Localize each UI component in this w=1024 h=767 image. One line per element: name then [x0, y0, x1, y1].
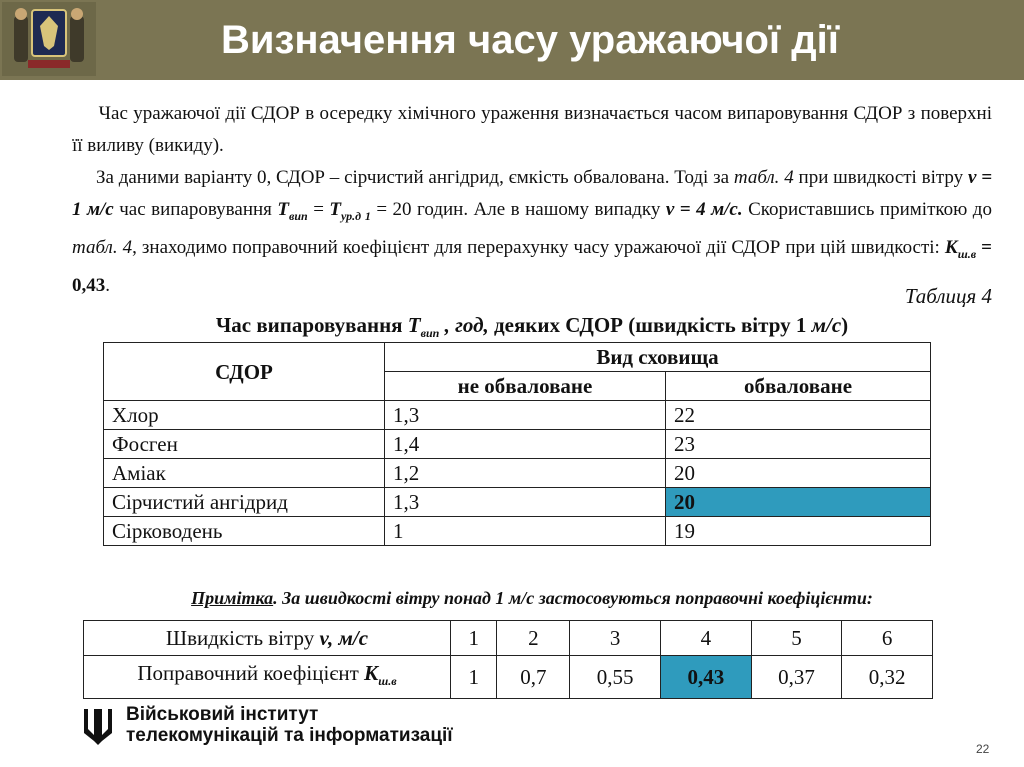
cell-name: Фосген	[104, 430, 385, 459]
institute-name-line1: Військовий інститут	[126, 704, 319, 725]
coefficient-table	[83, 620, 933, 699]
table-title: Час випаровування $Т_{вип}$ , год, деяких СДОР (швидкість вітру 1 м/с)	[215, 313, 849, 341]
speed-cell: 3	[570, 621, 661, 656]
cell-a: 1,3	[385, 488, 666, 517]
paragraph-1: Час уражаючої дії СДОР в осередку хімічного ураження визначається часом випаровування СДОР з поверхні її виливу (викиду).	[72, 103, 992, 156]
wind-speed-1: v = 1 м/с	[72, 167, 993, 220]
row-label-coefficient: Поправочний коефіцієнт $К_{ш.в}$	[84, 656, 451, 699]
coef-cell: 0,37	[751, 656, 842, 699]
table-row	[84, 621, 933, 656]
body-text	[72, 98, 992, 302]
cell-name: Сірчистий ангідрид	[104, 488, 385, 517]
speed-cell: 2	[497, 621, 570, 656]
evaporation-table	[103, 342, 931, 546]
table-row	[104, 401, 931, 430]
speed-cell: 1	[451, 621, 497, 656]
cell-b: 22	[666, 401, 931, 430]
cell-a: 1,2	[385, 459, 666, 488]
row-label-speed: Швидкість вітру v, м/с	[84, 621, 451, 656]
page-number: 22	[976, 742, 990, 756]
cell-b: 20	[666, 459, 931, 488]
table-row	[104, 488, 931, 517]
table-ref-2: табл. 4	[72, 236, 133, 258]
cell-b: 19	[666, 517, 931, 546]
paragraph-2: За даними варіанту 0, СДОР – сірчистий ангідрид, ємкість обвалована. Тоді за табл. 4 при швидкості вітру v = 1 м/с час випаровування $Т_{вип} = Т_{ур.д 1} = 20$ годин. Але в нашому випадку v = 4 м/с. Скориставшись приміткою до табл. 4, знаходимо поправочний коефіцієнт для перерахунку часу уражаючої дії СДОР при цій швидкості: $К_{ш.в} = 0,43$.	[72, 167, 993, 296]
cell-b: 23	[666, 430, 931, 459]
col-header-sdor: СДОР	[104, 343, 385, 401]
speed-cell: 4	[660, 621, 751, 656]
trident-icon	[80, 705, 116, 745]
speed-cell: 5	[751, 621, 842, 656]
col-header-storage: Вид сховища	[385, 343, 931, 372]
header-bar	[0, 0, 1024, 80]
page-title: Визначення часу уражаючої дії	[221, 18, 839, 62]
table-row	[104, 430, 931, 459]
speed-cell: 6	[842, 621, 933, 656]
cell-a: 1,3	[385, 401, 666, 430]
cell-name: Хлор	[104, 401, 385, 430]
note: Примітка. За швидкості вітру понад 1 м/с застосовуються поправочні коефіцієнти:	[191, 588, 873, 608]
table-caption: Таблиця 4	[904, 284, 992, 308]
coefficient-value: = 0,43	[72, 236, 992, 296]
cell-a: 1	[385, 517, 666, 546]
institute-name	[126, 704, 453, 746]
coef-cell: 1	[451, 656, 497, 699]
table-row	[104, 459, 931, 488]
coef-cell-highlighted: 0,43	[660, 656, 751, 699]
institute-emblem-icon	[2, 2, 96, 76]
cell-a: 1,4	[385, 430, 666, 459]
wind-speed-4: v = 4 м/с.	[665, 199, 743, 220]
institute-name-line2: телекомунікацій та інформатизації	[126, 725, 453, 746]
table-row	[84, 656, 933, 699]
coef-cell: 0,55	[570, 656, 661, 699]
col-header-unbanked: не обваловане	[385, 372, 666, 401]
coef-cell: 0,7	[497, 656, 570, 699]
coef-cell: 0,32	[842, 656, 933, 699]
cell-name: Сірководень	[104, 517, 385, 546]
cell-name: Аміак	[104, 459, 385, 488]
col-header-banked: обваловане	[666, 372, 931, 401]
table-ref: табл. 4	[733, 167, 794, 188]
cell-b-highlighted: 20	[666, 488, 931, 517]
table-row	[104, 517, 931, 546]
